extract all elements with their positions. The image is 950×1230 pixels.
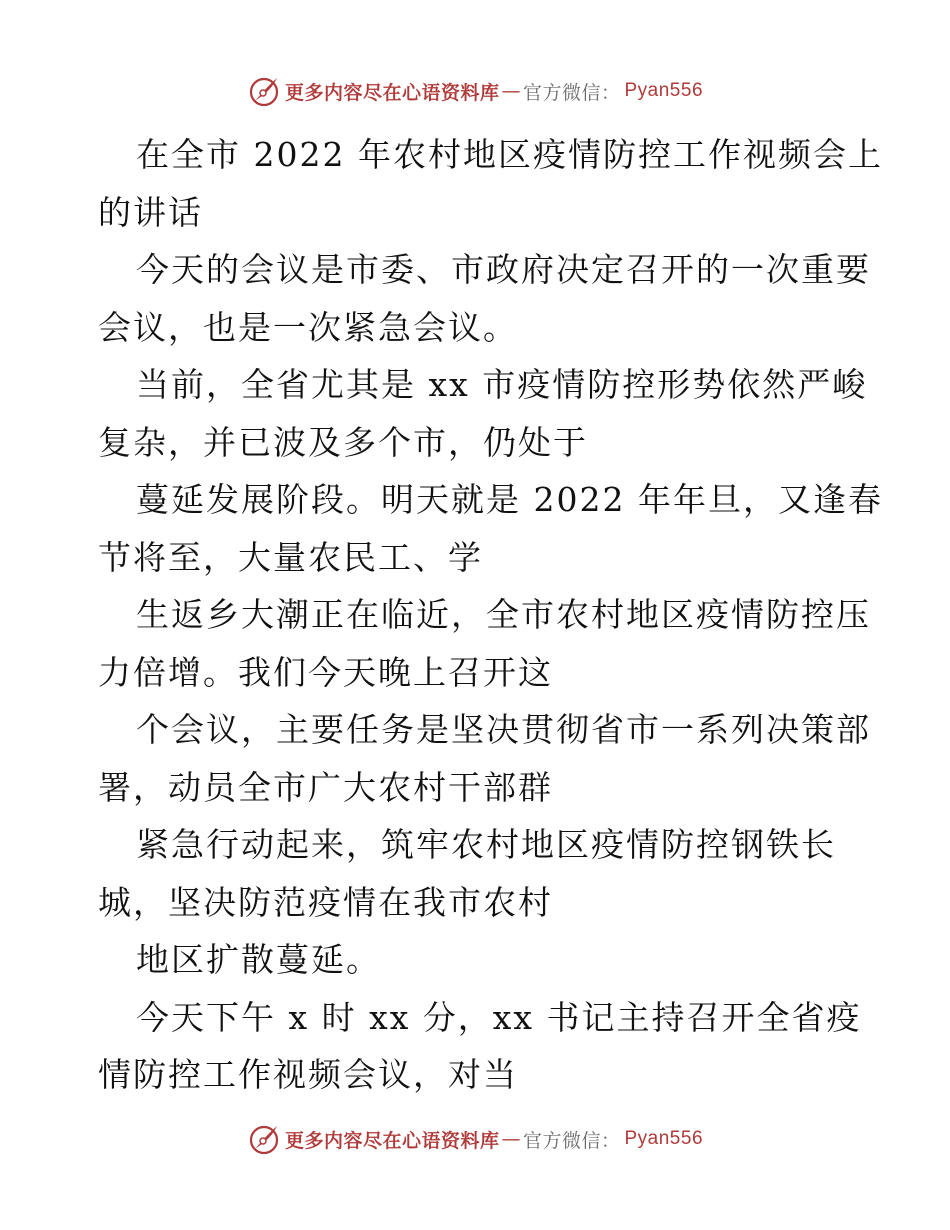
document-line: 署，动员全市广大农村干部群 — [98, 767, 553, 807]
watermark-footer — [0, 1119, 950, 1159]
document-line: 生返乡大潮正在临近，全市农村地区疫情防控压 — [136, 595, 871, 634]
document-line: 今天下午 x 时 xx 分，xx 书记主持召开全省疫 — [136, 997, 862, 1037]
watermark-wechat-id: Pyan556 — [624, 1128, 704, 1149]
document-line: 在全市 2022 年农村地区疫情防控工作视频会上 — [136, 135, 883, 174]
watermark-wechat-label: 官方微信： — [522, 1129, 621, 1152]
document-line: 会议，也是一次紧急会议。 — [98, 307, 518, 347]
document-line: 地区扩散蔓延。 — [136, 940, 381, 979]
document-line: 紧急行动起来，筑牢农村地区疫情防控钢铁长 — [136, 825, 836, 864]
feather-circle-logo-icon — [247, 74, 281, 108]
document-line: 蔓延发展阶段。明天就是 2022 年年旦，又逢春 — [136, 480, 883, 519]
watermark-site-name: 更多内容尽在心语资料库 — [284, 1129, 500, 1152]
watermark-header — [0, 71, 950, 111]
document-line: 力倍增。我们今天晚上召开这 — [98, 652, 553, 692]
document-line: 情防控工作视频会议，对当 — [98, 1055, 518, 1094]
feather-circle-logo-icon — [247, 1122, 281, 1156]
document-line: 的讲话 — [98, 192, 203, 232]
document-body — [98, 126, 883, 1104]
watermark-wechat-id: Pyan556 — [624, 80, 704, 101]
watermark-dash: — — [501, 1128, 521, 1150]
watermark-dash: — — [501, 80, 521, 102]
document-line: 今天的会议是市委、市政府决定召开的一次重要 — [136, 250, 871, 289]
document-line: 城，坚决防范疫情在我市农村 — [98, 882, 553, 922]
document-line: 个会议，主要任务是坚决贯彻省市一系列决策部 — [136, 710, 871, 749]
document-line: 复杂，并已波及多个市，仍处于 — [98, 422, 588, 462]
watermark-wechat-label: 官方微信： — [522, 81, 621, 104]
watermark-site-name: 更多内容尽在心语资料库 — [284, 81, 500, 104]
document-line: 节将至，大量农民工、学 — [98, 537, 483, 577]
document-line: 当前，全省尤其是 xx 市疫情防控形势依然严峻 — [136, 365, 868, 404]
